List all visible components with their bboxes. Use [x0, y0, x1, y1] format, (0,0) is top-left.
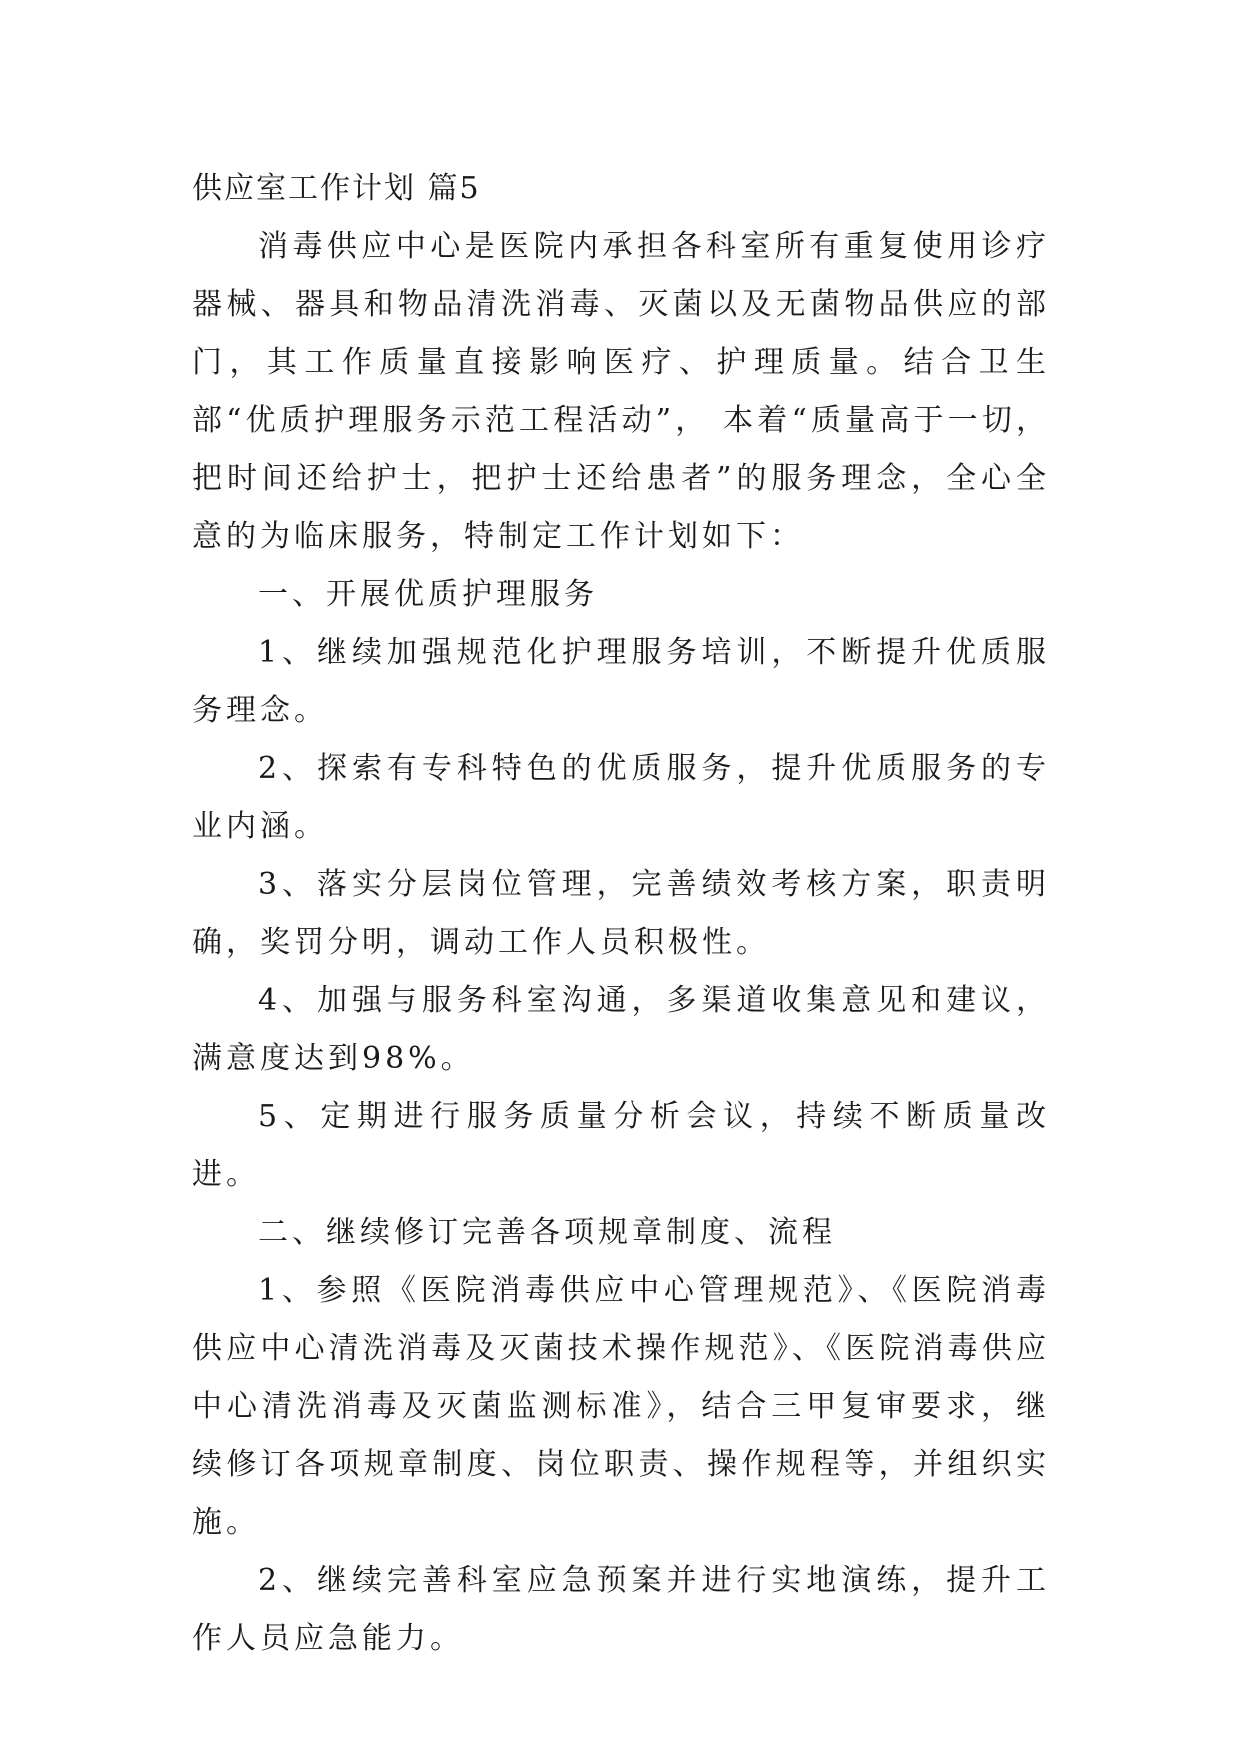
list-item: 1、继续加强规范化护理服务培训，不断提升优质服务理念。: [192, 635, 1050, 728]
list-item: 2、继续完善科室应急预案并进行实地演练，提升工作人员应急能力。: [192, 1563, 1050, 1656]
document-body: [192, 160, 1050, 1668]
list-item: 2、探索有专科特色的优质服务，提升优质服务的专业内涵。: [192, 751, 1050, 844]
list-item: 3、落实分层岗位管理，完善绩效考核方案，职责明确，奖罚分明，调动工作人员积极性。: [192, 867, 1050, 960]
document-title: 供应室工作计划 篇5: [192, 171, 481, 206]
list-item: 1、参照《医院消毒供应中心管理规范》、《医院消毒供应中心清洗消毒及灭菌技术操作规范》、《医院消毒供应中心清洗消毒及灭菌监测标准》，结合三甲复审要求，继续修订各项规章制度、岗位职责、操作规程等，并组织实施。: [192, 1273, 1050, 1540]
intro-paragraph: 消毒供应中心是医院内承担各科室所有重复使用诊疗器械、器具和物品清洗消毒、灭菌以及无菌物品供应的部门，其工作质量直接影响医疗、护理质量。结合卫生部“优质护理服务示范工程活动”， 本着“质量高于一切，把时间还给护士，把护士还给患者”的服务理念，全心全意的为临床服务，特制定工作计划如下：: [192, 229, 1050, 554]
list-item: 4、加强与服务科室沟通，多渠道收集意见和建议，满意度达到98%。: [192, 983, 1050, 1076]
section-heading-1: 一、开展优质护理服务: [258, 577, 598, 612]
section-heading-2: 二、继续修订完善各项规章制度、流程: [258, 1215, 836, 1250]
list-item: 5、定期进行服务质量分析会议，持续不断质量改进。: [192, 1099, 1050, 1192]
